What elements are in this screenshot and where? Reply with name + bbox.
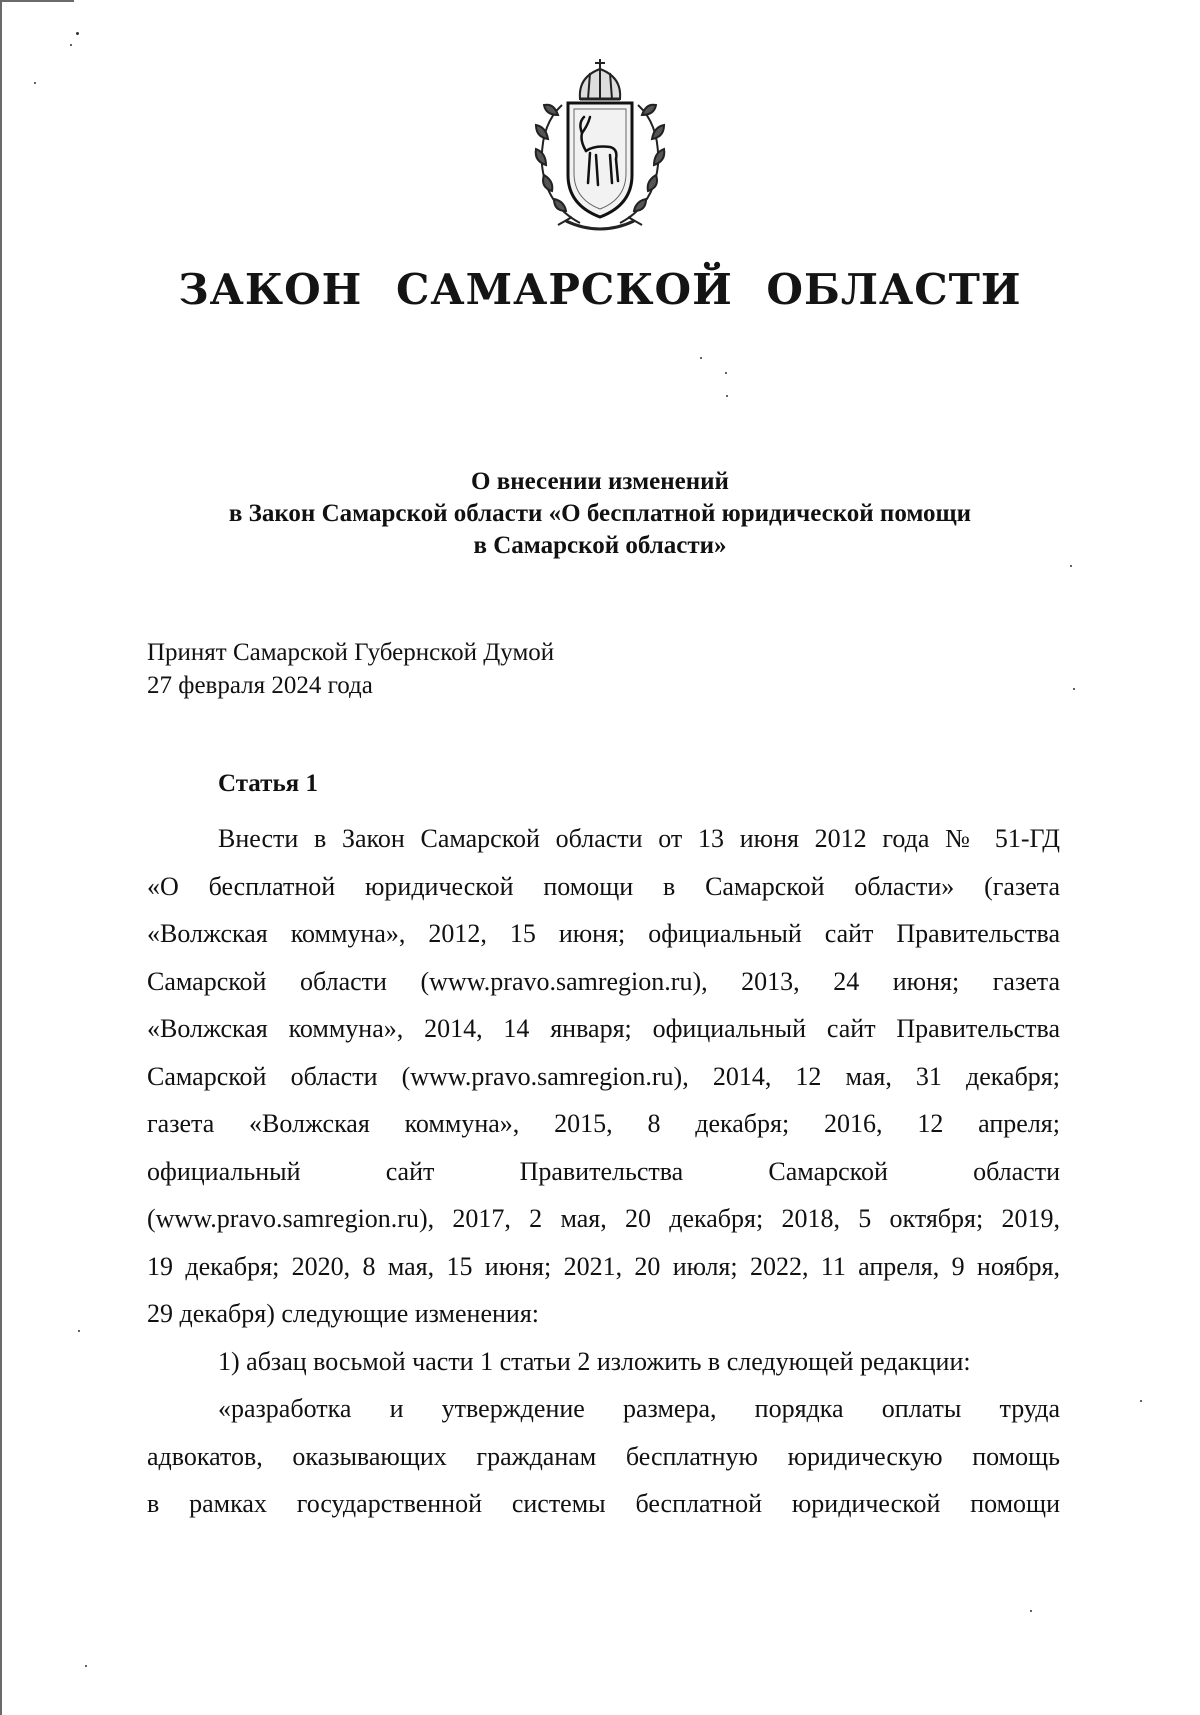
- body-line: газета «Волжская коммуна», 2015, 8 декабря; 2016, 12 апреля;: [147, 1109, 1060, 1138]
- adoption-date: 27 февраля 2024 года: [147, 672, 373, 699]
- scan-speck: [34, 82, 36, 84]
- body-line: Самарской области (www.pravo.samregion.ru), 2014, 12 мая, 31 декабря;: [147, 1061, 1060, 1091]
- scan-edge-line: [0, 0, 2, 1715]
- scan-speck: [726, 395, 728, 397]
- scan-speck: [1140, 1400, 1142, 1402]
- quote-line: в рамках государственной системы бесплатной юридической помощи: [147, 1489, 1060, 1518]
- article-heading: Статья 1: [218, 770, 318, 797]
- coat-of-arms-emblem: [518, 55, 682, 235]
- law-title: ЗАКОН САМАРСКОЙ ОБЛАСТИ: [178, 265, 1022, 314]
- article-body: [147, 815, 1060, 1528]
- scan-speck: [76, 32, 79, 35]
- scan-speck: [70, 44, 72, 46]
- scan-edge-top: [0, 0, 74, 2]
- body-line: Внести в Закон Самарской области от 13 июня 2012 года № 51-ГД: [218, 824, 1060, 853]
- body-line: официальный сайт Правительства Самарской области: [147, 1156, 1060, 1186]
- quote-line: адвокатов, оказывающих гражданам бесплатную юридическую помощь: [147, 1441, 1060, 1471]
- amendment-item-1: 1) абзац восьмой части 1 статьи 2 изложить в следующей редакции:: [218, 1346, 971, 1376]
- scan-speck: [1073, 688, 1075, 690]
- law-subject: [0, 466, 1200, 562]
- body-line: «Волжская коммуна», 2014, 14 января; официальный сайт Правительства: [147, 1014, 1060, 1043]
- scan-speck: [1030, 1610, 1032, 1612]
- subject-line: О внесении изменений: [471, 468, 729, 495]
- subject-line: в Самарской области»: [473, 532, 727, 559]
- body-line: «Волжская коммуна», 2012, 15 июня; официальный сайт Правительства: [147, 919, 1060, 948]
- body-line: 19 декабря; 2020, 8 мая, 15 июня; 2021, 20 июля; 2022, 11 апреля, 9 ноября,: [147, 1251, 1060, 1281]
- scan-speck: [85, 1665, 87, 1667]
- quote-line: «разработка и утверждение размера, порядка оплаты труда: [218, 1394, 1060, 1423]
- subject-line: в Закон Самарской области «О бесплатной юридической помощи: [228, 500, 972, 527]
- adoption-body: Принят Самарской Губернской Думой: [147, 639, 555, 666]
- body-line: 29 декабря) следующие изменения:: [147, 1299, 540, 1328]
- body-line: (www.pravo.samregion.ru), 2017, 2 мая, 20 декабря; 2018, 5 октября; 2019,: [147, 1204, 1060, 1233]
- body-line: «О бесплатной юридической помощи в Самарской области» (газета: [147, 871, 1060, 901]
- scan-speck: [700, 357, 702, 359]
- scan-speck: [1070, 565, 1072, 567]
- body-line: Самарской области (www.pravo.samregion.ru), 2013, 24 июня; газета: [147, 966, 1060, 996]
- scan-speck: [78, 1330, 80, 1332]
- adoption-note: [147, 636, 554, 702]
- scan-speck: [725, 372, 727, 374]
